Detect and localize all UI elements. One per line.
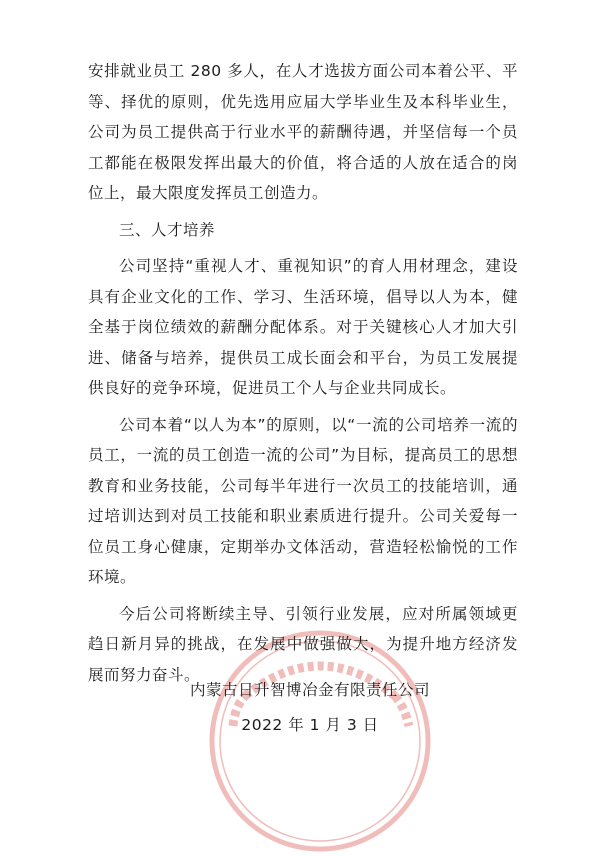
section-heading-talent-training: 三、人才培养 xyxy=(119,220,216,239)
document-body xyxy=(88,56,518,690)
paragraph-future-outlook: 今后公司将断续主导、引领行业发展，应对所属领域更趋日新月异的挑战，在发展中做强做大，为提升地方经济发展而努力奋斗。 xyxy=(88,604,518,684)
paragraph-staffing: 安排就业员工 280 多人，在人才选拔方面公司本着公平、平等、择优的原则，优先选用应届大学毕业生及本科毕业生，公司为员工提供高于行业水平的薪酬待遇，并坚信每一个员工都能在极限发挥出最大的价值，将合适的人放在适合的岗位上，最大限度发挥员工创造力。 xyxy=(88,62,518,202)
signature-date: 2022 年 1 月 3 日 xyxy=(241,716,379,734)
signature-company-name: 内蒙古日升智博冶金有限责任公司 xyxy=(189,681,430,699)
paragraph-people-first: 公司本着“以人为本”的原则，以“一流的公司培养一流的员工，一流的员工创造一流的公司”为目标，提高员工的思想教育和业务技能，公司每半年进行一次员工的技能培训，通过培训达到对员工技能和职业素质进行提升。公司关爱每一位员工身心健康，定期举办文体活动，营造轻松愉悦的工作环境。 xyxy=(88,415,518,586)
paragraph-talent-philosophy: 公司坚持“重视人才、重视知识”的育人用材理念，建设具有企业文化的工作、学习、生活环境，倡导以人为本，健全基于岗位绩效的薪酬分配体系。对于关键核心人才加大引进、储备与培养，提供员工成长面会和平台，为员工发展提供良好的竞争环境，促进员工个人与企业共同成长。 xyxy=(88,257,518,397)
